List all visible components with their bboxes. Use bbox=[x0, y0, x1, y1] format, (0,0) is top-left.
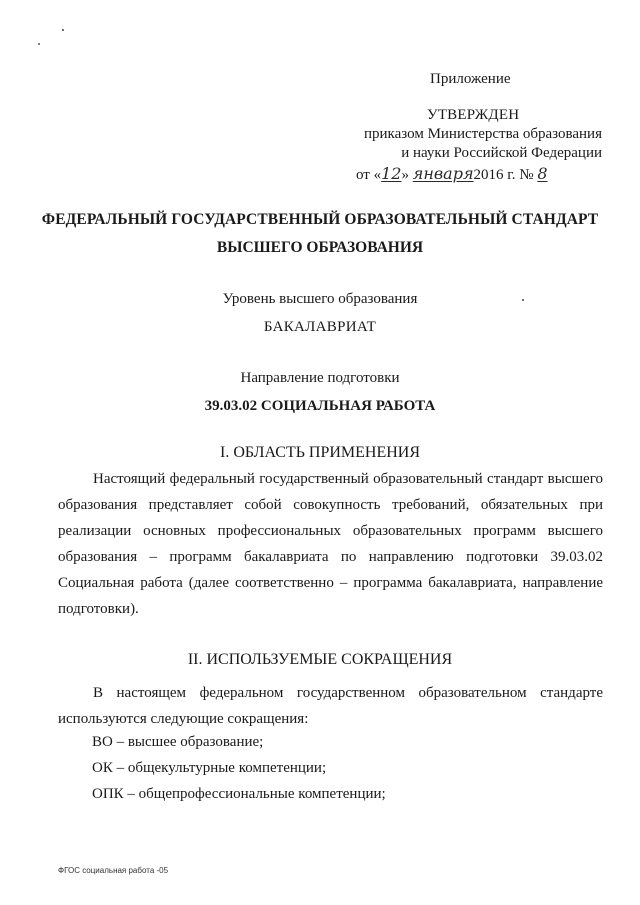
section-1-paragraph: Настоящий федеральный государственный образовательный стандарт высшего образования представляет собой совокупность требований, обязательных при реализации основных профессиональных образовательных программ высшего образования – программ бакалавриата по направлению подготовки 39.03.02 Социальная работа (далее соответственно – программа бакалавриата, направление подготовки). bbox=[58, 471, 603, 617]
abbreviation-item: ВО – высшее образование; bbox=[92, 734, 264, 750]
document-title-line-2: ВЫСШЕГО ОБРАЗОВАНИЯ bbox=[216, 239, 424, 256]
scan-speck bbox=[38, 43, 40, 45]
date-day-handwritten: 12 bbox=[381, 164, 402, 183]
date-month-handwritten: января bbox=[412, 164, 474, 183]
section-2-intro: В настоящем федеральном государственном образовательном стандарте используются следующие сокращения: bbox=[58, 685, 603, 727]
training-direction-label: Направление подготовки bbox=[240, 370, 400, 386]
order-line-2: и науки Российской Федерации bbox=[401, 145, 602, 161]
page-footer: ФГОС социальная работа -05 bbox=[58, 866, 169, 875]
education-level-label: Уровень высшего образования bbox=[222, 291, 418, 307]
abbreviation-item: ОПК – общепрофессиональные компетенции; bbox=[92, 786, 386, 802]
abbreviation-item: ОК – общекультурные компетенции; bbox=[92, 760, 327, 776]
section-2-heading: II. ИСПОЛЬЗУЕМЫЕ СОКРАЩЕНИЯ bbox=[187, 651, 453, 668]
approved-label: УТВЕРЖДЕН bbox=[427, 107, 520, 123]
order-number-handwritten: 8 bbox=[537, 164, 548, 183]
appendix-label: Приложение bbox=[430, 71, 511, 87]
document-title-line-1: ФЕДЕРАЛЬНЫЙ ГОСУДАРСТВЕННЫЙ ОБРАЗОВАТЕЛЬНЫЙ СТАНДАРТ bbox=[41, 211, 599, 228]
order-date-line bbox=[356, 164, 563, 184]
date-prefix: от « bbox=[356, 167, 382, 183]
scan-speck bbox=[62, 29, 64, 31]
order-line-1: приказом Министерства образования bbox=[364, 126, 602, 142]
education-level-value: БАКАЛАВРИАТ bbox=[263, 319, 377, 335]
training-direction-value: 39.03.02 СОЦИАЛЬНАЯ РАБОТА bbox=[204, 398, 436, 414]
date-mid: » bbox=[401, 167, 413, 183]
section-1-heading: I. ОБЛАСТЬ ПРИМЕНЕНИЯ bbox=[219, 444, 421, 461]
date-year: 2016 г. № bbox=[473, 167, 534, 183]
